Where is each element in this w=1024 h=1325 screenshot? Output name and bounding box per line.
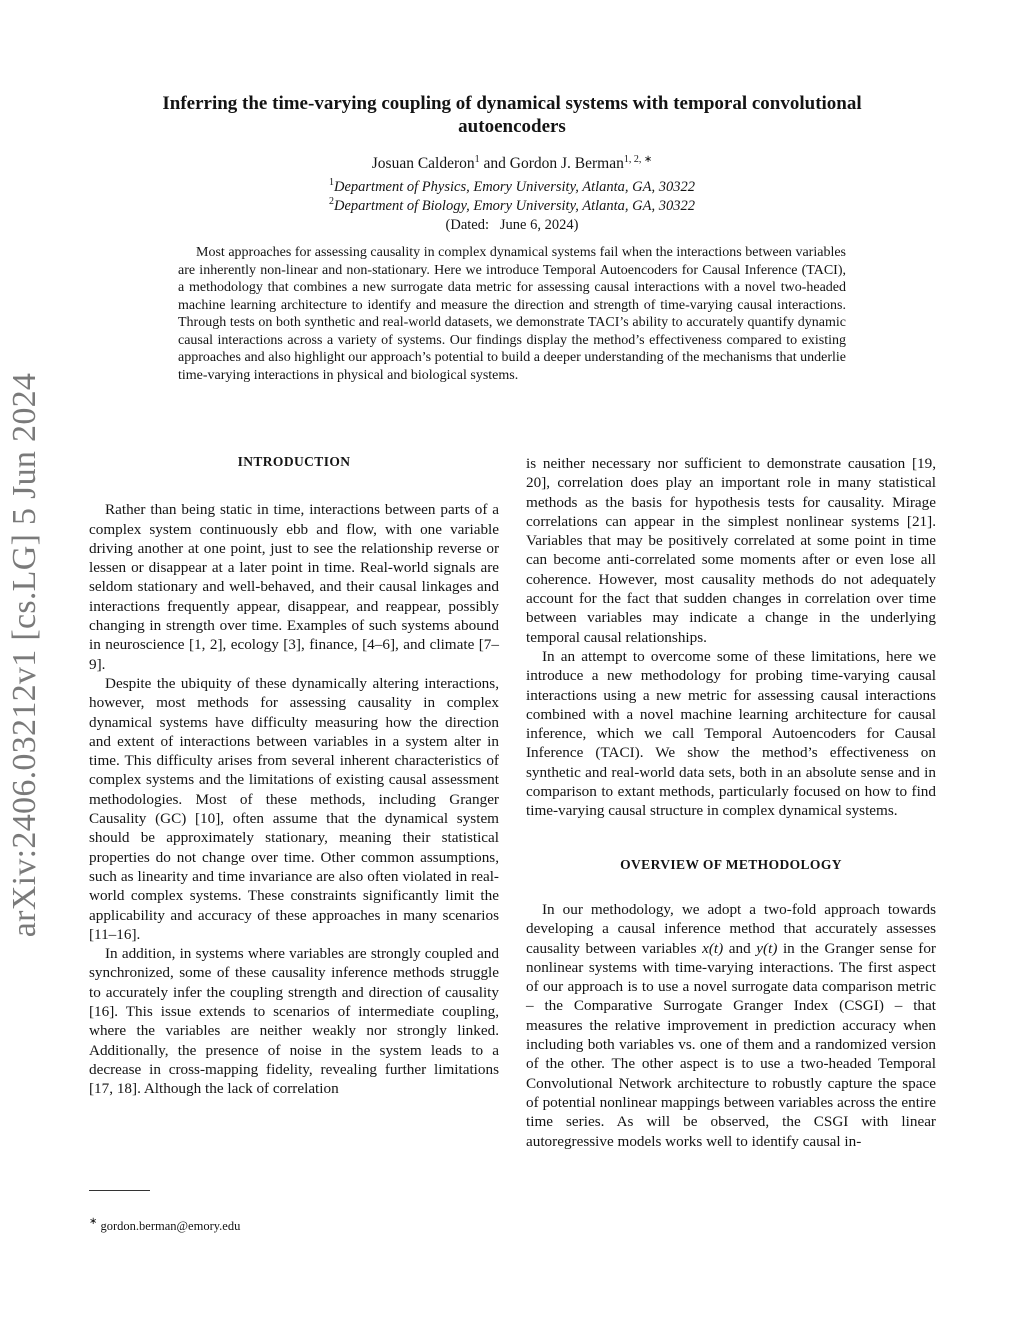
author-calderon-affil: 1 xyxy=(474,154,480,165)
footnote-rule xyxy=(89,1190,150,1191)
intro-paragraph-1: Rather than being static in time, interactions between parts of a complex system continuously ebb and flow, with one variable driving another at one point, just to see the relationship reverse or lessen or disappear at a later point in time. Real-world signals are seldom stationary and well-behaved, and their causal linkages and interactions frequently appear, disappear, and reappear, possibly changing in strength over time. Examples of such systems abound in neuroscience [1, 2], ecology [3], finance, [4–6], and climate [7–9]. xyxy=(89,501,499,673)
overview-heading: OVERVIEW OF METHODOLOGY xyxy=(620,856,842,872)
author-and: and xyxy=(479,155,510,172)
intro-paragraph-2: Despite the ubiquity of these dynamically altering interactions, however, most methods for assessing causality in complex dynamical systems have difficulty measuring how the direction and extent of interactions between variables in a system alter in time. This difficulty arises from several inherent characteristics of complex systems and the limitations of existing causal assessment methodologies. Most of these methods, including Granger Causality (GC) [10], often assume that the dynamical system should be approximately stationary, meaning their statistical properties do not change over time. Other common assumptions, such as linearity and time invariance are also often violated in real-world complex systems. These constraints significantly limit the applicability and accuracy of these approaches in many scenarios [11–16]. xyxy=(89,674,499,943)
overview-text-b: in the Granger sense for nonlinear systems with time-varying interactions. The first aspect of our approach is to use a novel surrogate data comparison metric – the Comparative Surrogate Granger Index (CSGI) – that measures the relative improvement in prediction accuracy when including both variables vs. one of them and a randomized version of the other. The other aspect is to use a two-headed Temporal Convolutional Network architecture to robustly capture the space of potential nonlinear mappings between variables across the entire time series. As will be observed, the CSGI with linear autoregressive models works well to identify causal in- xyxy=(526,939,936,1150)
right-paragraph-1: is neither necessary nor sufficient to demonstrate causation [19, 20], correlation does play an important role in many statistical methods as the basis for hypothesis tests for causality. Mirage correlations can appear in the simplest nonlinear systems [21]. Variables that may be positively correlated at some point in time can become anti-correlated some moments after or even lose all coherence. However, most causality methods do not adequately account for the fact that sudden changes in correlation over time between variables may indicate a change in the underlying temporal causal relationships. xyxy=(526,455,936,646)
affiliation-biology-text: Department of Biology, Emory University, Atlanta, GA, 30322 xyxy=(334,198,695,214)
author-line xyxy=(140,154,884,174)
affiliation-biology-mark: 2 xyxy=(329,196,334,207)
intro-paragraph-3: In addition, in systems where variables are strongly coupled and synchronized, some of these causality inference methods struggle to accurately infer the coupling strength and direction of causality [16]. This issue extends to scenarios of intermediate coupling, where the variables are neither weakly nor strongly linked. Additionally, the presence of noise in the system leads to a decrease in cross-mapping fidelity, revealing further limitations [17, 18]. Although the lack of correlation xyxy=(89,945,499,1098)
affiliation-physics xyxy=(140,178,884,197)
author-berman-affil: 1, 2, ∗ xyxy=(623,154,653,165)
overview-text-a: In our methodology, we adopt a two-fold approach towards developing a causal inference method that accurately assesses causality between variables xyxy=(526,900,936,957)
footnote-email[interactable]: gordon.berman@emory.edu xyxy=(100,1219,241,1233)
author-calderon: Josuan Calderon xyxy=(371,155,475,172)
affiliations xyxy=(140,178,884,235)
variable-y: y(t) xyxy=(756,939,778,957)
footnote-mark: ∗ xyxy=(89,1216,98,1227)
overview-and: and xyxy=(723,939,757,957)
author-berman: Gordon J. Berman xyxy=(509,155,624,172)
affiliation-biology xyxy=(140,197,884,216)
overview-paragraph-1 xyxy=(526,900,936,1151)
introduction-heading: INTRODUCTION xyxy=(237,454,351,469)
arxiv-sidebar xyxy=(2,365,48,945)
affiliation-physics-text: Department of Physics, Emory University, Atlanta, GA, 30322 xyxy=(334,179,695,195)
dated-line: (Dated: June 6, 2024) xyxy=(445,217,579,233)
abstract: Most approaches for assessing causality in complex dynamical systems fail when the interactions between variables are inherently non-linear and non-stationary. Here we introduce Temporal Autoencoders for Causal Inference (TACI), a methodology that combines a new surrogate data metric for assessing causal interactions with a novel two-headed machine learning architecture to identify and measure the direction and strength of time-varying causal interactions. Through tests on both synthetic and real-world datasets, we demonstrate TACI’s ability to accurately quantify dynamic causal interactions across a variety of systems. Our findings display the method’s effectiveness compared to existing approaches and also highlight our approach’s potential to build a deeper understanding of the mechanisms that underlie time-varying interactions in physical and biological systems. xyxy=(178,245,846,383)
variable-x: x(t) xyxy=(702,939,724,957)
paper-title: Inferring the time-varying coupling of dynamical systems with temporal convolutional autoencoders xyxy=(162,93,862,137)
right-paragraph-2: In an attempt to overcome some of these limitations, here we introduce a new methodology for probing time-varying causal interactions using a new metric for assessing causal interactions combined with a novel machine learning architecture for causal inference, which we call Temporal Autoencoders for Causal Inference (TACI). We show the method’s effectiveness on synthetic and real-world data sets, both in an absolute sense and in comparison to extant methods, particularly focused on how to find time-varying causal structure in complex dynamical systems. xyxy=(526,647,936,820)
arxiv-identifier[interactable]: arXiv:2406.03212v1 [cs.LG] 5 Jun 2024 xyxy=(6,372,43,938)
footnote xyxy=(89,1216,241,1234)
affiliation-physics-mark: 1 xyxy=(329,177,334,188)
right-column xyxy=(526,454,936,1151)
left-column xyxy=(89,452,499,1099)
